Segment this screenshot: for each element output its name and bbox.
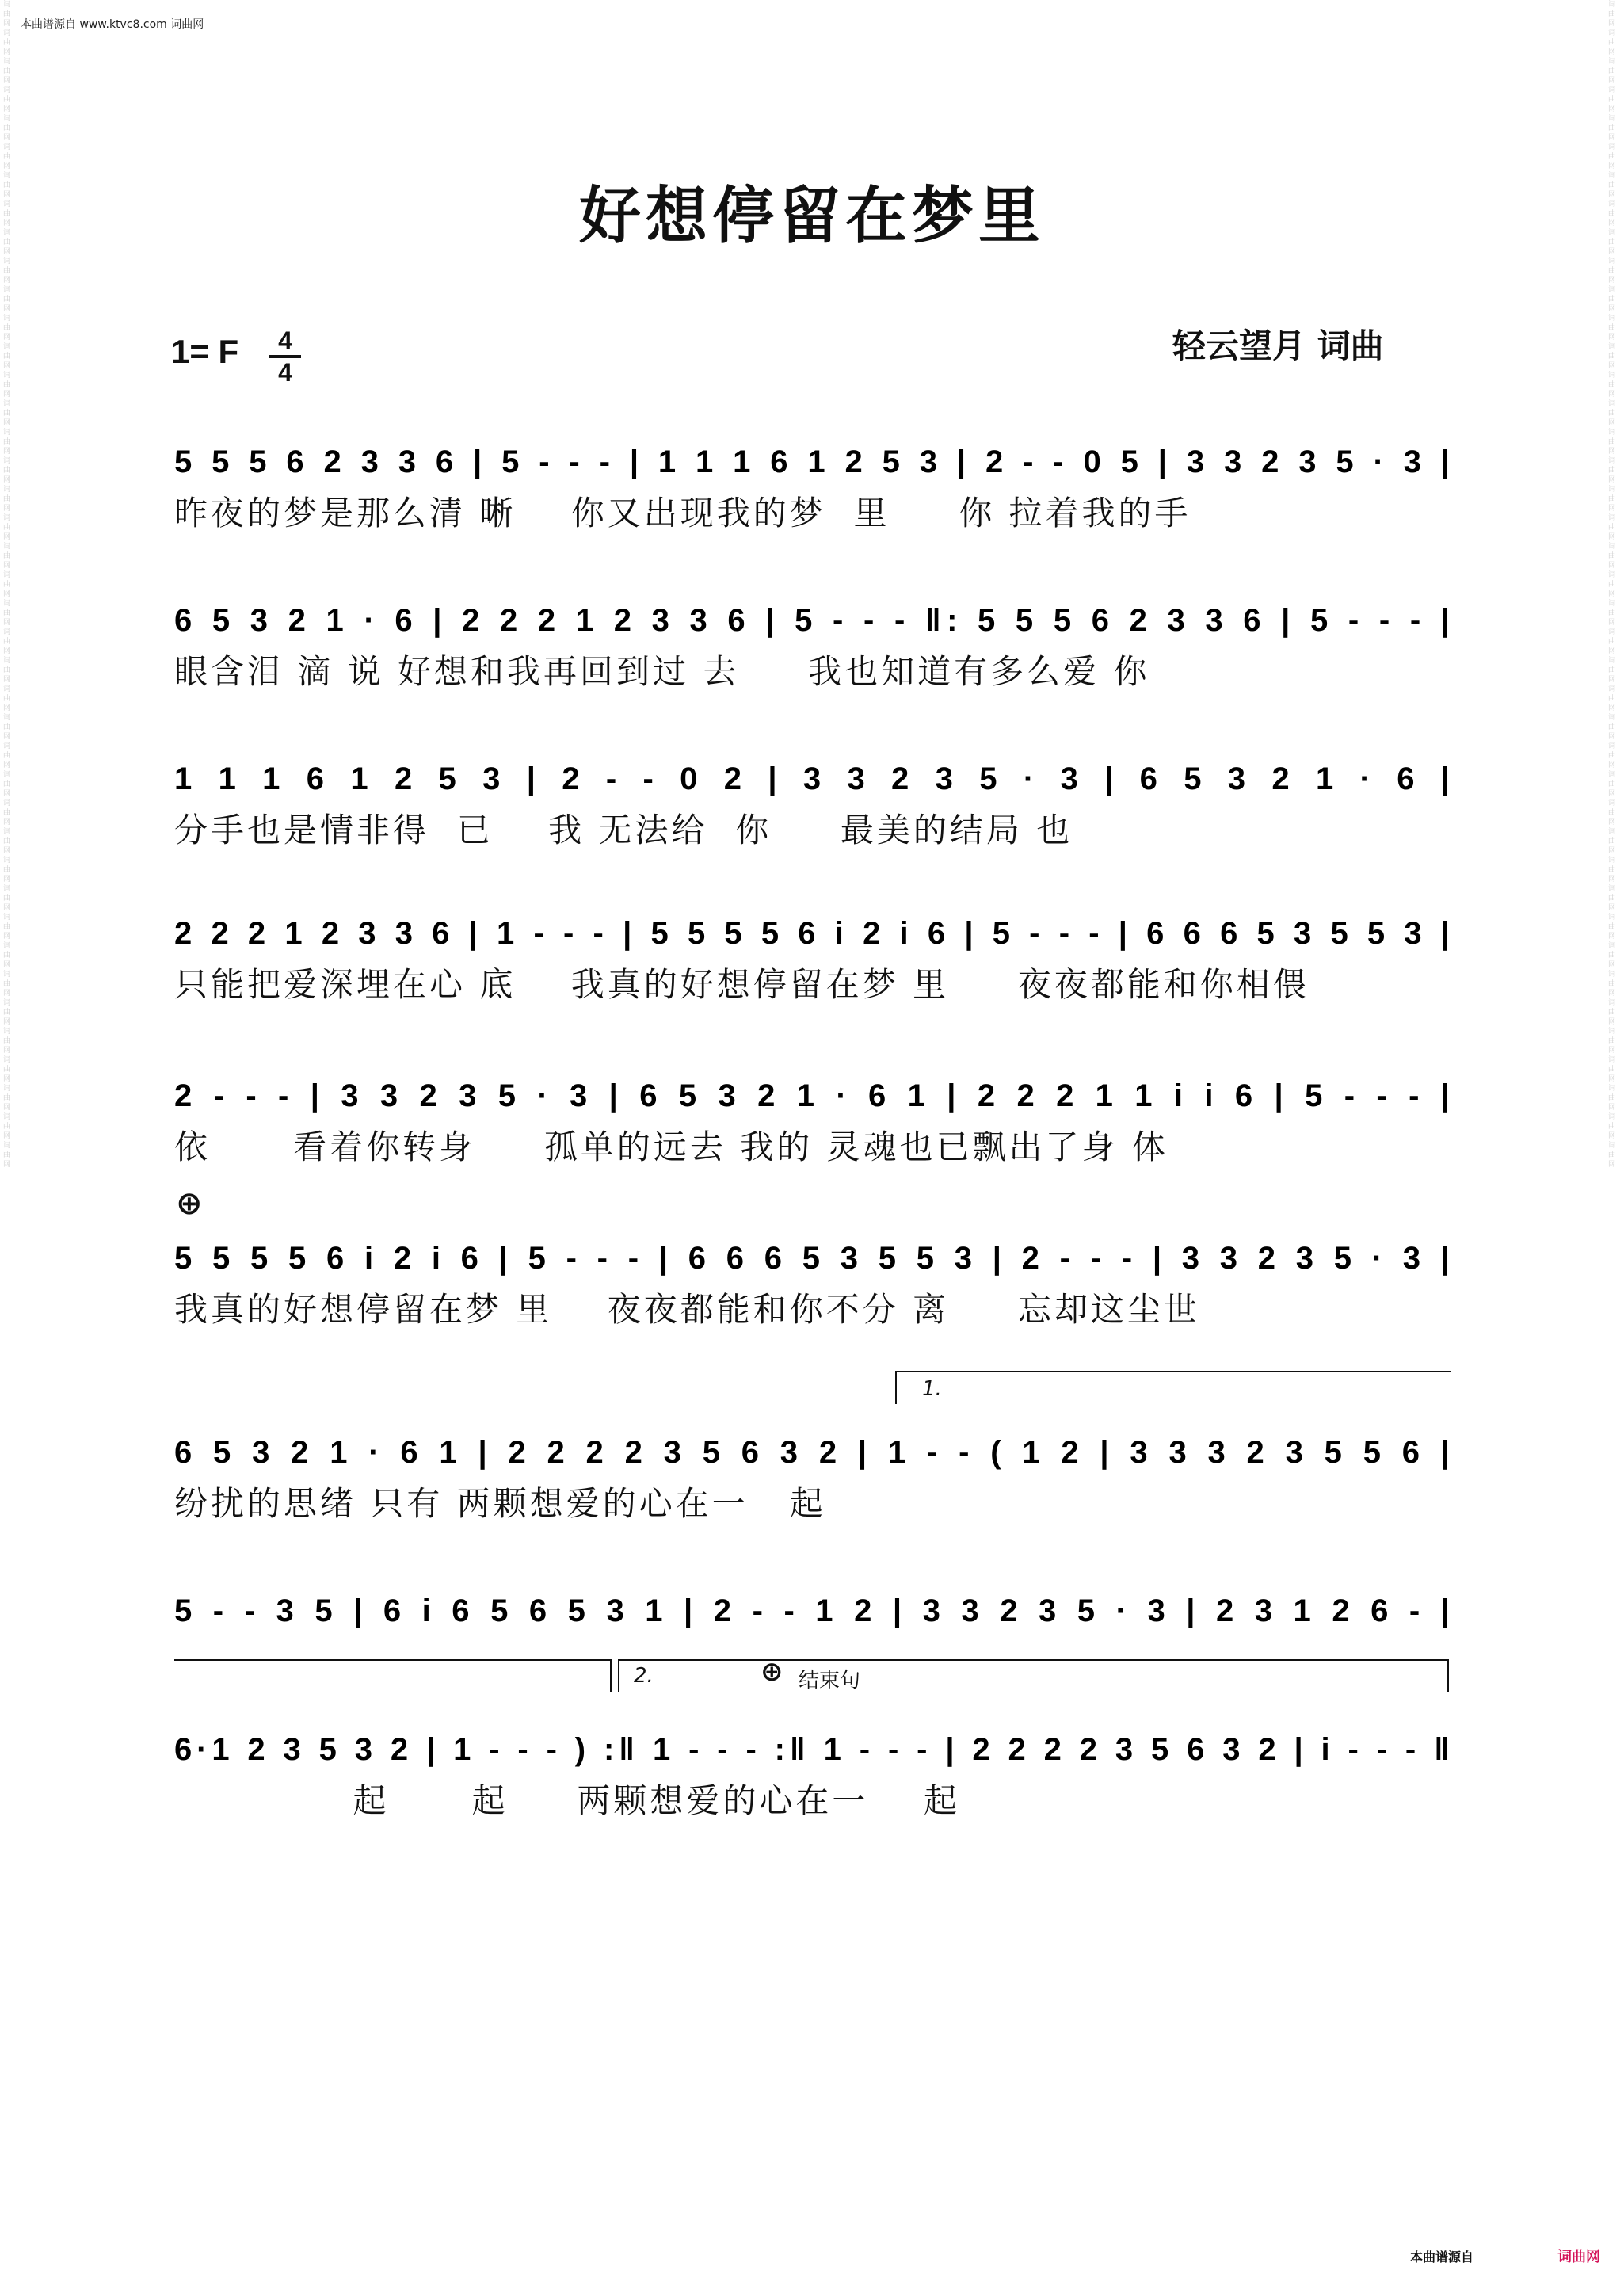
notation-text: 6 5 3 2 1 · 6 1 | 2 2 2 2 3 5 6 3 2 | 1 - - ( 1 2 | 3 3 3 2 3 5 5 6 | <box>174 1435 1450 1470</box>
lyrics-line: 起 起 两颗想爱的心在一 起 <box>174 1781 960 1820</box>
time-bottom: 4 <box>278 358 292 387</box>
lyrics-line: 只能把爱深埋在心 底 我真的好想停留在梦 里 夜夜都能和你相偎 <box>174 965 1309 1004</box>
coda-label: 结束句 <box>799 1669 861 1692</box>
lyrics-line: 分手也是情非得 已 我 无法给 你 最美的结局 也 <box>174 811 1073 849</box>
lyrics-line: 依 看着你转身 孤单的远去 我的 灵魂也已飘出了身 体 <box>174 1128 1168 1166</box>
source-note: 本曲谱源自 www.ktvc8.com 词曲网 <box>21 18 204 31</box>
footer-site: 词曲网 <box>1557 2249 1600 2265</box>
notation-text: 2 - - - | 3 3 2 3 5 · 3 | 6 5 3 2 1 · 6 1 | 2 2 2 1 1 i i 6 | 5 - - - | <box>174 1078 1451 1113</box>
notation-line <box>174 1577 1458 1648</box>
lyrics-line: 我真的好想停留在梦 里 夜夜都能和你不分 离 忘却这尘世 <box>174 1290 1200 1329</box>
lyrics-line: 纷扰的思绪 只有 两颗想爱的心在一 起 <box>174 1484 826 1523</box>
coda-icon: ⊕ <box>176 1185 203 1222</box>
side-watermark-left: 词曲网词曲网词曲网词曲网词曲网词曲网词曲网词曲网词曲网词曲网词曲网词曲网词曲网词曲网词曲网词曲网词曲网词曲网词曲网词曲网词曲网词曲网词曲网词曲网词曲网词曲网词曲网词曲网词曲网词曲网词曲网词曲网词曲网词曲网词曲网词曲网词曲网词曲网词曲网词曲网词曲网 <box>3 1 11 1169</box>
volta-2-bracket <box>618 1659 1449 1692</box>
notation-text: 2 2 2 1 2 3 3 6 | 1 - - - | 5 5 5 5 6 i 2 i 6 | 5 - - - | 6 6 6 5 3 5 5 3 | <box>174 916 1450 951</box>
key-signature: 1= F <box>171 333 239 370</box>
notation-text: 5 5 5 6 2 3 3 6 | 5 - - - | 1 1 1 6 1 2 5 3 | 2 - - 0 5 | 3 3 2 3 5 · 3 | <box>174 445 1450 479</box>
time-signature <box>269 328 301 385</box>
notation-text: 6·1 2 3 5 3 2 | 1 - - - ) :‖ 1 - - - :‖ 1 - - - | 2 2 2 2 3 5 6 3 2 | i - - - ‖ <box>174 1732 1450 1767</box>
song-title: 好想停留在梦里 <box>578 180 1045 252</box>
side-watermark-right: 词曲网词曲网词曲网词曲网词曲网词曲网词曲网词曲网词曲网词曲网词曲网词曲网词曲网词曲网词曲网词曲网词曲网词曲网词曲网词曲网词曲网词曲网词曲网词曲网词曲网词曲网词曲网词曲网词曲网词曲网词曲网词曲网词曲网词曲网词曲网词曲网词曲网词曲网词曲网词曲网词曲网 <box>1608 1 1616 1169</box>
lyrics-line: 昨夜的梦是那么清 晰 你又出现我的梦 里 你 拉着我的手 <box>174 494 1191 532</box>
volta-2-label: 2. <box>634 1664 654 1688</box>
notation-svg <box>174 1577 1458 1648</box>
coda-icon-end: ⊕ <box>761 1656 783 1688</box>
author-credit: 轻云望月 词曲 <box>1172 326 1384 365</box>
footer-source: 本曲谱源自 <box>1410 2250 1474 2265</box>
notation-text: 6 5 3 2 1 · 6 | 2 2 2 1 2 3 3 6 | 5 - - - ‖: 5 5 5 6 2 3 3 6 | 5 - - - | <box>174 603 1450 638</box>
volta-1-label: 1. <box>922 1377 942 1401</box>
time-top: 4 <box>278 326 292 355</box>
notation-text: 1 1 1 6 1 2 5 3 | 2 - - 0 2 | 3 3 2 3 5 · 3 | 6 5 3 2 1 · 6 | <box>174 761 1451 796</box>
notation-text: 5 - - 3 5 | 6 i 6 5 6 5 3 1 | 2 - - 1 2 | 3 3 2 3 5 · 3 | 2 3 1 2 6 - | <box>174 1593 1450 1628</box>
volta-end-bracket <box>174 1659 612 1692</box>
volta-1-bracket <box>895 1371 1451 1404</box>
lyrics-line: 眼含泪 滴 说 好想和我再回到过 去 我也知道有多么爱 你 <box>174 652 1150 691</box>
notation-text: 5 5 5 5 6 i 2 i 6 | 5 - - - | 6 6 6 5 3 5 5 3 | 2 - - - | 3 3 2 3 5 · 3 | <box>174 1241 1451 1276</box>
